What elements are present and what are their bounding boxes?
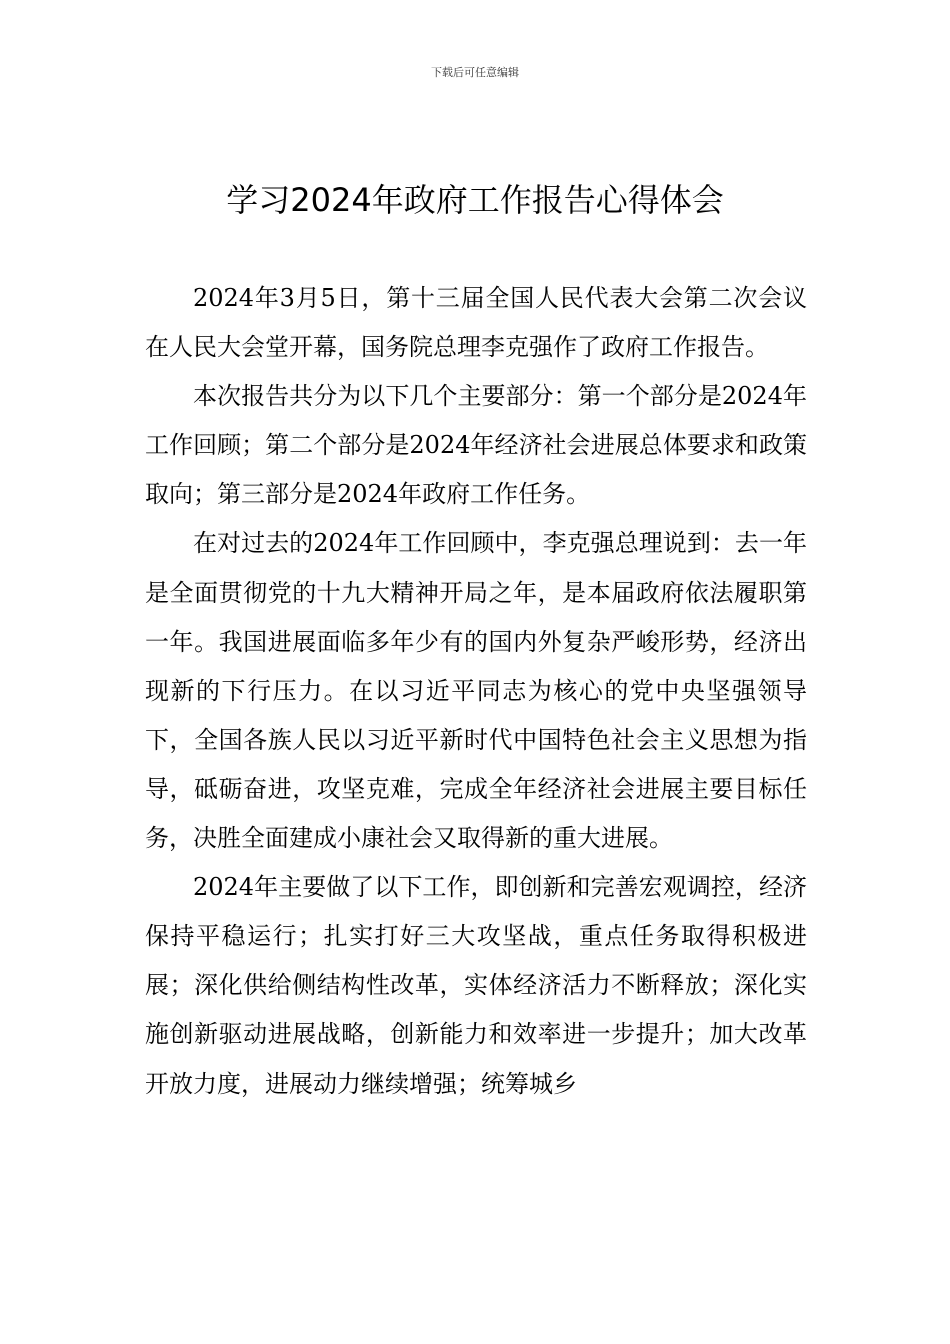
- paragraph-1: 2024年3月5日，第十三届全国人民代表大会第二次会议在人民大会堂开幕，国务院总理李克强作了政府工作报告。: [145, 284, 807, 362]
- paragraph-3: 在对过去的2024年工作回顾中，李克强总理说到：去一年是全面贯彻党的十九大精神开局之年，是本届政府依法履职第一年。我国进展面临多年少有的国内外复杂严峻形势，经济出现新的下行压力。在以习近平同志为核心的党中央坚强领导下，全国各族人民以习近平新时代中国特色社会主义思想为指导，砥砺奋进，攻坚克难，完成全年经济社会进展主要目标任务，决胜全面建成小康社会又取得新的重大进展。: [145, 529, 807, 853]
- paragraph-4: 2024年主要做了以下工作，即创新和完善宏观调控，经济保持平稳运行；扎实打好三大攻坚战，重点任务取得积极进展；深化供给侧结构性改革，实体经济活力不断释放；深化实施创新驱动进展战略，创新能力和效率进一步提升；加大改革开放力度，进展动力继续增强；统筹城乡: [145, 873, 807, 1098]
- paragraph-2: 本次报告共分为以下几个主要部分：第一个部分是2024年工作回顾；第二个部分是2024年经济社会进展总体要求和政策取向；第三部分是2024年政府工作任务。: [145, 382, 807, 509]
- document-title: 学习2024年政府工作报告心得体会: [226, 181, 724, 219]
- header-note: 下载后可任意编辑: [431, 66, 519, 79]
- document-body: [145, 274, 807, 1109]
